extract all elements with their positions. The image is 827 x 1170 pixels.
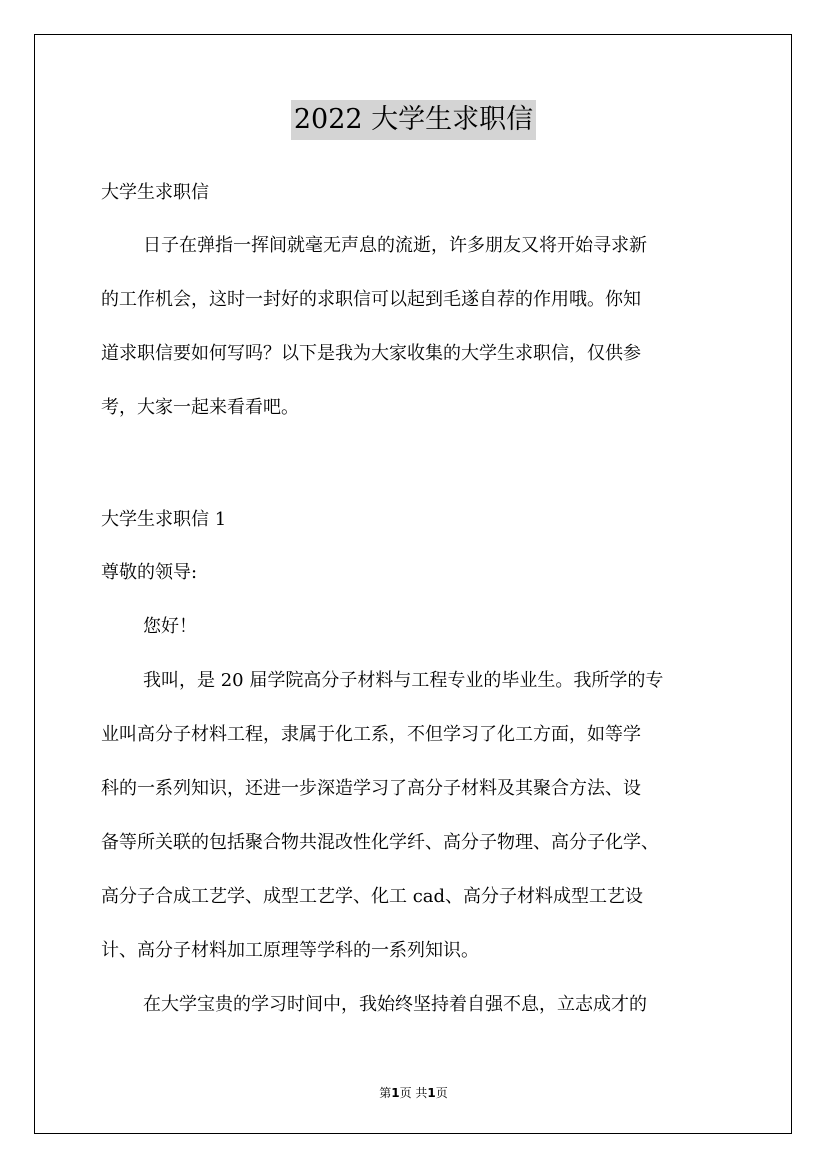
body-line: 计、高分子材料加工原理等学科的一系列知识。 xyxy=(101,940,479,961)
page-suffix: 页 xyxy=(435,1086,448,1100)
body-line: 高分子合成工艺学、成型工艺学、化工 cad、高分子材料成型工艺设 xyxy=(101,886,644,907)
page-footer xyxy=(0,1084,827,1101)
body-line: 科的一系列知识，还进一步深造学习了高分子材料及其聚合方法、设 xyxy=(101,778,641,799)
body-line: 备等所关联的包括聚合物共混改性化学纤、高分子物理、高分子化学、 xyxy=(101,832,659,853)
page-prefix: 第 xyxy=(379,1086,392,1100)
intro-line: 的工作机会，这时一封好的求职信可以起到毛遂自荐的作用哦。你知 xyxy=(101,289,641,310)
body-line: 我叫，是 20 届学院高分子材料与工程专业的毕业生。我所学的专 xyxy=(143,670,664,691)
greeting: 您好！ xyxy=(143,616,197,637)
section-heading: 大学生求职信 xyxy=(101,182,209,203)
body-line: 业叫高分子材料工程，隶属于化工系，不但学习了化工方面，如等学 xyxy=(101,724,641,745)
page-mid: 页 共 xyxy=(399,1086,428,1100)
intro-line: 道求职信要如何写吗？以下是我为大家收集的大学生求职信，仅供参 xyxy=(101,343,641,364)
intro-line: 日子在弹指一挥间就毫无声息的流逝，许多朋友又将开始寻求新 xyxy=(143,235,647,256)
title-container xyxy=(0,100,827,140)
letter-heading: 大学生求职信 1 xyxy=(101,509,227,530)
document-title: 2022 大学生求职信 xyxy=(291,100,536,140)
page-current: 1 xyxy=(391,1086,400,1100)
intro-line: 考，大家一起来看看吧。 xyxy=(101,397,299,418)
page-total: 1 xyxy=(427,1086,436,1100)
body-line: 在大学宝贵的学习时间中，我始终坚持着自强不息，立志成才的 xyxy=(143,994,647,1015)
salutation: 尊敬的领导: xyxy=(101,562,198,583)
